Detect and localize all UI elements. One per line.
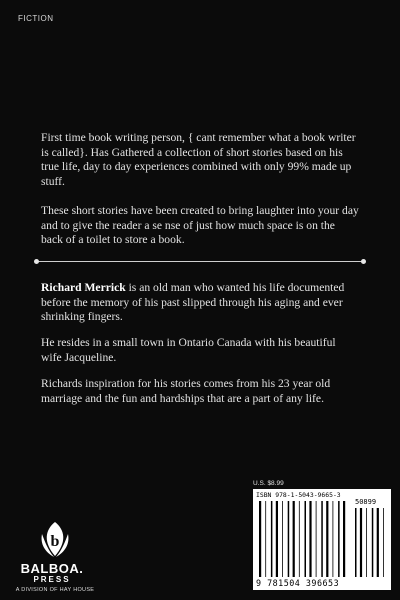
barcode-ean-number: 9 781504 396653	[256, 578, 340, 588]
section-divider	[36, 261, 364, 262]
publisher-logo	[12, 520, 98, 596]
author-name: Richard Merrick	[41, 281, 126, 294]
genre-label: FICTION	[18, 14, 54, 23]
svg-text:b: b	[50, 533, 60, 550]
publisher-name: BALBOA.	[20, 561, 84, 576]
blurb-paragraph-1: First time book writing person, { cant remember what a book writer is called}. Has Gathered a collection of short stories based on his true life, day to day experiences combined with only 99% made up stuff.	[41, 131, 356, 188]
publisher-division: A DIVISION OF HAY HOUSE	[15, 587, 95, 593]
publisher-imprint: PRESS	[33, 575, 71, 584]
barcode-addon-number: 50899	[355, 498, 377, 506]
blurb-paragraph-2: These short stories have been created to bring laughter into your day and to give the reader a se nse of just how much space is on the back of a toilet to store a book.	[41, 204, 359, 247]
isbn-barcode	[253, 489, 391, 590]
author-bio-paragraph-2: He resides in a small town in Ontario Canada with his beautiful wife Jacqueline.	[41, 336, 336, 364]
lotus-icon	[39, 520, 71, 560]
divider-dot-left	[34, 259, 39, 264]
divider-dot-right	[361, 259, 366, 264]
price-label: U.S. $8.99	[253, 480, 284, 487]
author-bio-paragraph-3: Richards inspiration for his stories comes from his 23 year old marriage and the fun and hardships that are a part of any life.	[41, 377, 331, 405]
author-bio-paragraph-1	[41, 281, 359, 325]
author-bio-text: is an old man who wanted his life documented before the memory of his past slipped through his aging and ever shrinking fingers.	[41, 281, 345, 324]
isbn-text: ISBN 978-1-5043-9665-3	[256, 491, 341, 499]
